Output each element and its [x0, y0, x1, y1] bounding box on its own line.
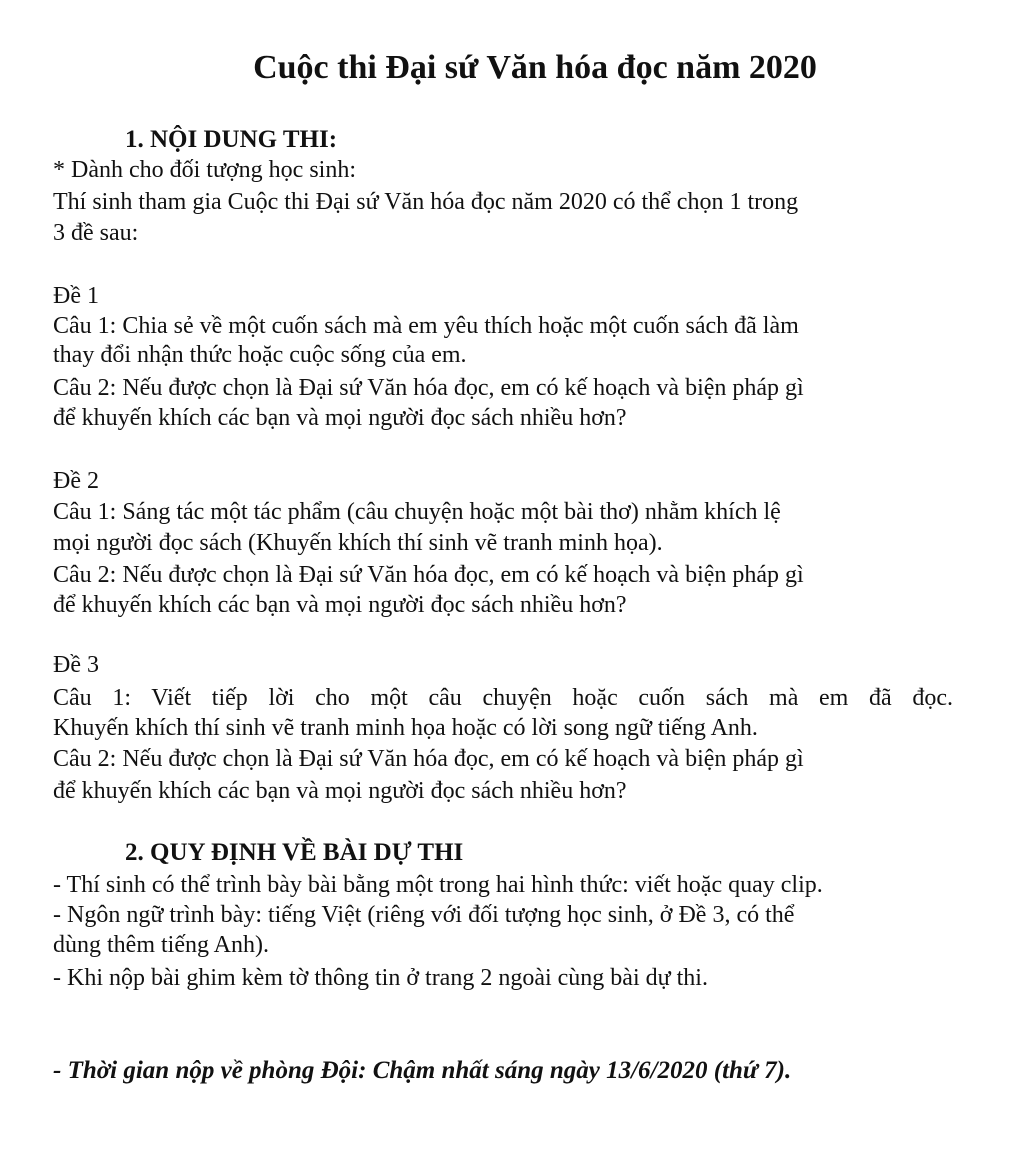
section1-heading: 1. NỘI DUNG THI:: [125, 126, 338, 153]
de2-cau1-line1: Câu 1: Sáng tác một tác phẩm (câu chuyện hoặc một bài thơ) nhằm khích lệ: [53, 499, 781, 525]
intro-line-2: 3 đề sau:: [53, 220, 139, 246]
document-title: Cuộc thi Đại sứ Văn hóa đọc năm 2020: [253, 49, 817, 86]
rule-2-line2: dùng thêm tiếng Anh).: [53, 932, 269, 958]
rule-3: - Khi nộp bài ghim kèm tờ thông tin ở trang 2 ngoài cùng bài dự thi.: [53, 965, 708, 991]
de1-cau1-line1: Câu 1: Chia sẻ về một cuốn sách mà em yêu thích hoặc một cuốn sách đã làm: [53, 313, 799, 339]
section2-heading: 2. QUY ĐỊNH VỀ BÀI DỰ THI: [125, 839, 464, 866]
de2-cau2-line1: Câu 2: Nếu được chọn là Đại sứ Văn hóa đọc, em có kế hoạch và biện pháp gì: [53, 562, 804, 588]
de1-cau2-line1: Câu 2: Nếu được chọn là Đại sứ Văn hóa đọc, em có kế hoạch và biện pháp gì: [53, 375, 804, 401]
de2-cau1-line2: mọi người đọc sách (Khuyến khích thí sinh vẽ tranh minh họa).: [53, 530, 663, 556]
rule-2-line1: - Ngôn ngữ trình bày: tiếng Việt (riêng với đối tượng học sinh, ở Đề 3, có thể: [53, 902, 795, 928]
de3-cau1-line1: Câu 1: Viết tiếp lời cho một câu chuyện hoặc cuốn sách mà em đã đọc.: [53, 685, 953, 711]
rule-1: - Thí sinh có thể trình bày bài bằng một trong hai hình thức: viết hoặc quay clip.: [53, 872, 823, 898]
deadline-line: - Thời gian nộp về phòng Đội: Chậm nhất sáng ngày 13/6/2020 (thứ 7).: [53, 1057, 792, 1084]
de3-cau2-line2: để khuyến khích các bạn và mọi người đọc sách nhiều hơn?: [53, 778, 627, 804]
de3-label: Đề 3: [53, 652, 99, 678]
de2-label: Đề 2: [53, 468, 99, 494]
de1-cau2-line2: để khuyến khích các bạn và mọi người đọc sách nhiều hơn?: [53, 405, 627, 431]
intro-line-1: Thí sinh tham gia Cuộc thi Đại sứ Văn hóa đọc năm 2020 có thể chọn 1 trong: [53, 189, 799, 215]
de1-cau1-line2: thay đổi nhận thức hoặc cuộc sống của em.: [53, 342, 467, 368]
de3-cau1-line2: Khuyến khích thí sinh vẽ tranh minh họa hoặc có lời song ngữ tiếng Anh.: [53, 715, 758, 741]
de3-cau2-line1: Câu 2: Nếu được chọn là Đại sứ Văn hóa đọc, em có kế hoạch và biện pháp gì: [53, 746, 804, 772]
de1-label: Đề 1: [53, 283, 99, 309]
target-audience-line: * Dành cho đối tượng học sinh:: [53, 157, 356, 183]
de2-cau2-line2: để khuyến khích các bạn và mọi người đọc sách nhiều hơn?: [53, 592, 627, 618]
